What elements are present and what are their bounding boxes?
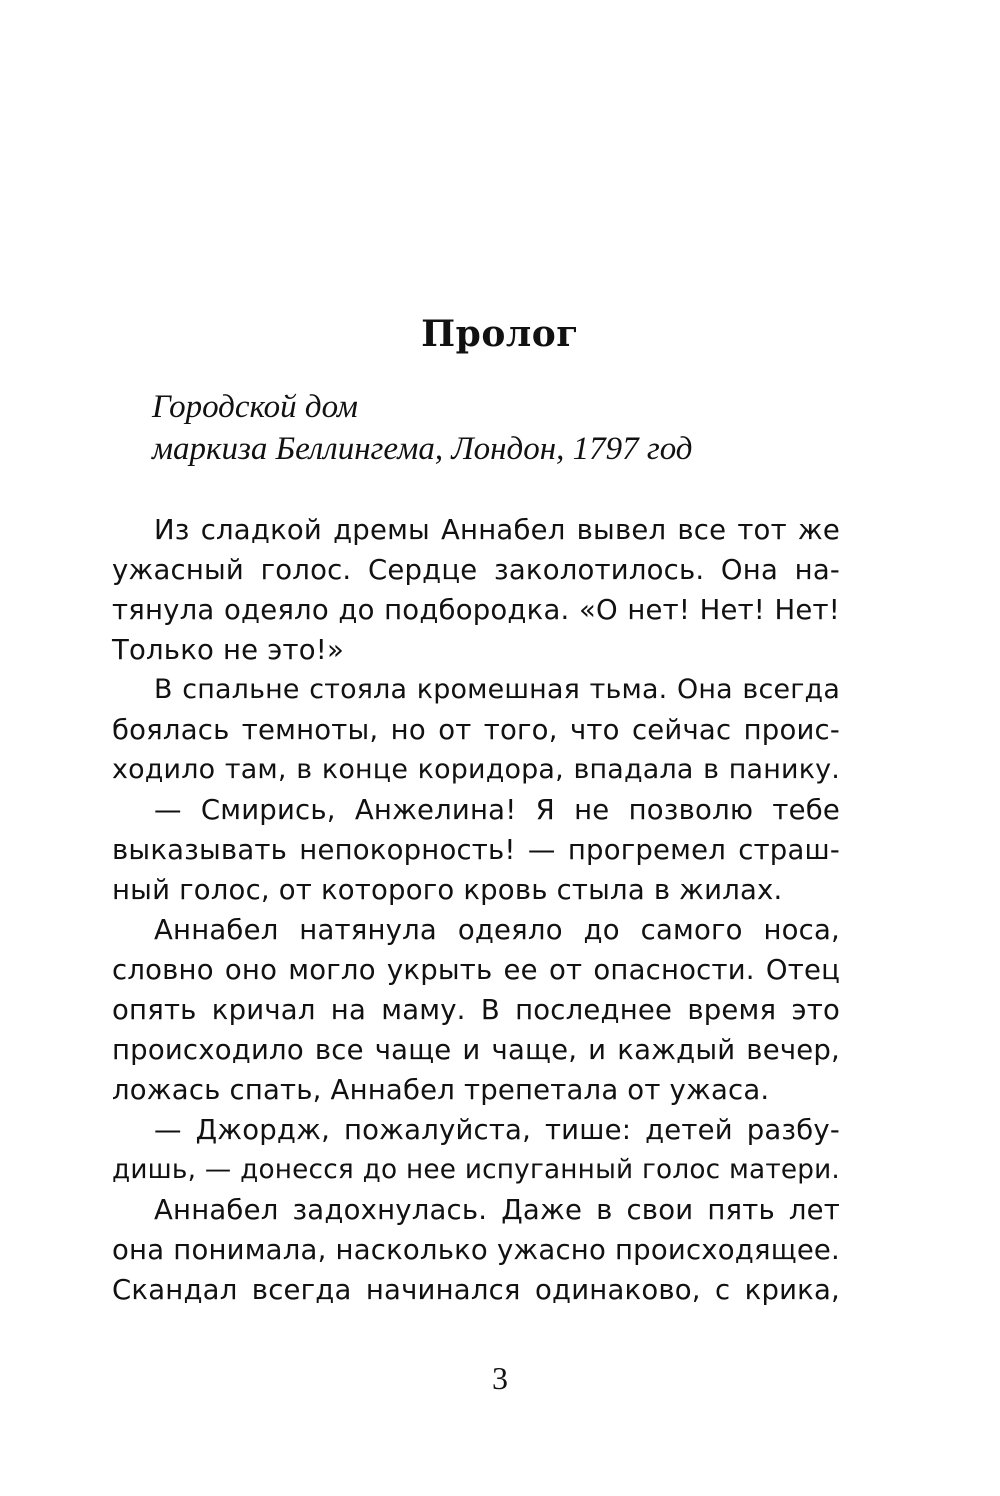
text-line: Аннабел натянула одеяло до самого носа, <box>154 914 840 946</box>
text-line: Только не это!» <box>112 634 345 666</box>
epigraph-line: маркиза Беллингема, Лондон, 1797 год <box>152 431 693 467</box>
text-line: ужасный голос. Сердце заколотилось. Она на- <box>112 554 840 586</box>
text-line: боялась темноты, но от того, что сейчас проис- <box>112 714 840 746</box>
text-line: словно оно могло укрыть ее от опасности. Отец <box>112 954 840 986</box>
text-line: дишь, — донесся до нее испуганный голос матери. <box>112 1155 840 1185</box>
text-line: ходило там, в конце коридора, впадала в панику. <box>112 754 840 785</box>
text-line: выказывать непокорность! — прогремел страш- <box>112 834 840 866</box>
body-text <box>112 510 840 1310</box>
text-line: ложась спать, Аннабел трепетала от ужаса. <box>112 1074 770 1106</box>
text-line: — Смирись, Анжелина! Я не позволю тебе <box>154 794 840 826</box>
text-line: опять кричал на маму. В последнее время это <box>112 994 840 1026</box>
text-line: происходило все чаще и чаще, и каждый вечер, <box>112 1034 840 1066</box>
text-line: Скандал всегда начинался одинаково, с крика, <box>112 1274 840 1306</box>
text-line: В спальне стояла кромешная тьма. Она всегда <box>154 674 840 705</box>
text-line: Из сладкой дремы Аннабел вывел все тот же <box>154 514 840 546</box>
page-number: 3 <box>492 1360 508 1396</box>
text-line: — Джордж, пожалуйста, тише: детей разбу- <box>154 1114 840 1146</box>
chapter-title: Пролог <box>421 313 579 355</box>
epigraph-line: Городской дом <box>152 389 358 425</box>
text-line: ный голос, от которого кровь стыла в жилах. <box>112 874 783 906</box>
text-line: она понимала, насколько ужасно происходящее. <box>112 1234 840 1266</box>
epigraph <box>152 386 872 470</box>
text-line: тянула одеяло до подбородка. «О нет! Нет! Нет! <box>112 594 840 626</box>
text-line: Аннабел задохнулась. Даже в свои пять лет <box>154 1194 840 1226</box>
